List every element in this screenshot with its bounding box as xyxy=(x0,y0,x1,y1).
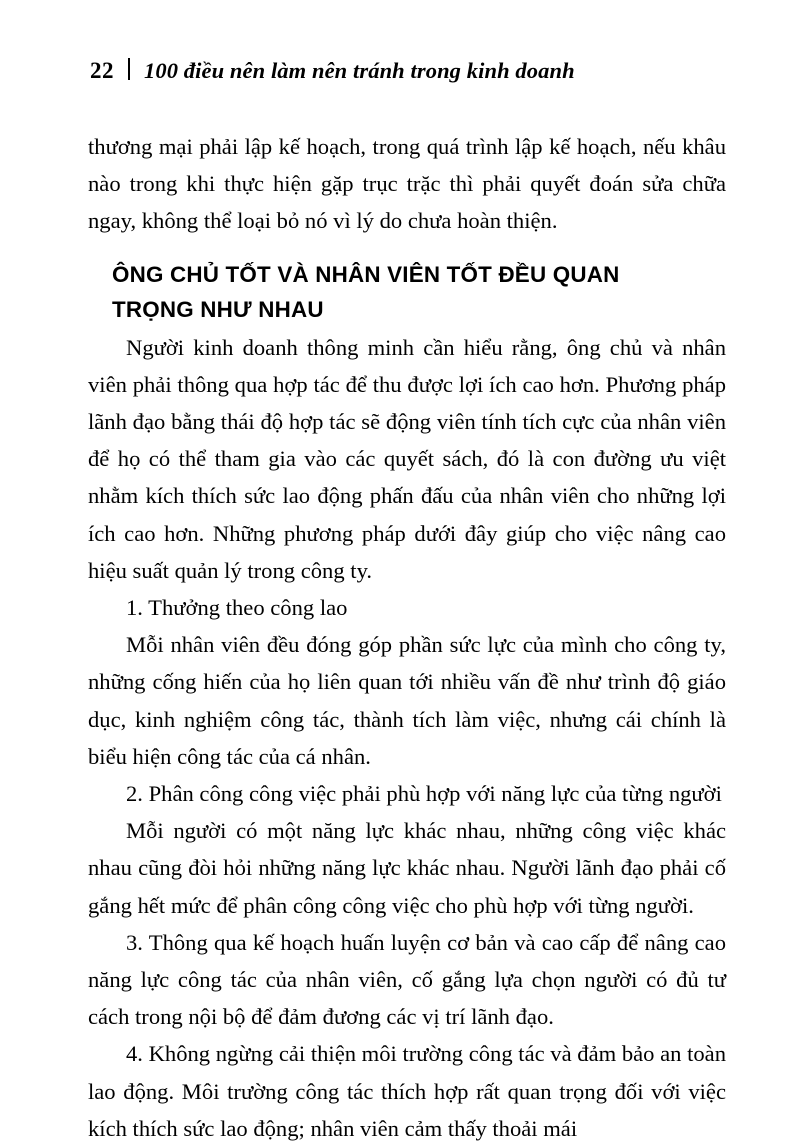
page-number: 22 xyxy=(90,58,114,83)
section-heading xyxy=(88,257,726,327)
item-2-body: Mỗi người có một năng lực khác nhau, những công việc khác nhau cũng đòi hỏi những năng lực khác nhau. Người lãnh đạo phải cố gắng hết mức để phân công công việc cho phù hợp với từng người. xyxy=(88,818,726,918)
section-heading-line-2: TRỌNG NHƯ NHAU xyxy=(112,296,324,322)
item-3: 3. Thông qua kế hoạch huấn luyện cơ bản và cao cấp để nâng cao năng lực công tác của nhân viên, cố gắng lựa chọn người có đủ tư cách trong nội bộ để đảm đương các vị trí lãnh đạo. xyxy=(88,929,726,1030)
opening-paragraph: thương mại phải lập kế hoạch, trong quá trình lập kế hoạch, nếu khâu nào trong khi thực hiện gặp trục trặc thì phải quyết đoán sửa chữa ngay, không thể loại bỏ nó vì lý do chưa hoàn thiện. xyxy=(88,134,726,234)
item-1-body: Mỗi nhân viên đều đóng góp phần sức lực của mình cho công ty, những cống hiến của họ liên quan tới nhiều vấn đề như trình độ giáo dục, kinh nghiệm công tác, thành tích làm việc, nhưng cái chính là biểu hiện công tác của cá nhân. xyxy=(88,632,726,769)
header-divider xyxy=(128,58,130,80)
item-1-title: 1. Thưởng theo công lao xyxy=(126,595,348,621)
item-4: 4. Không ngừng cải thiện môi trường công tác và đảm bảo an toàn lao động. Môi trường công tác thích hợp rất quan trọng đối với việc kích thích sức lao động; nhân viên cảm thấy thoải mái xyxy=(88,1041,726,1141)
running-title: 100 điều nên làm nên tránh trong kinh doanh xyxy=(144,58,575,83)
page-body xyxy=(88,128,726,1147)
intro-paragraph: Người kinh doanh thông minh cần hiểu rằng, ông chủ và nhân viên phải thông qua hợp tác để thu được lợi ích cao hơn. Phương pháp lãnh đạo bằng thái độ hợp tác sẽ động viên tính tích cực của nhân viên để họ có thể tham gia vào các quyết sách, đó là con đường ưu việt nhằm kích thích sức lao động phấn đấu của nhân viên cho những lợi ích cao hơn. Những phương pháp dưới đây giúp cho việc nâng cao hiệu suất quản lý trong công ty. xyxy=(88,334,726,583)
section-heading-line-1: ÔNG CHỦ TỐT VÀ NHÂN VIÊN TỐT ĐỀU QUAN xyxy=(112,261,620,287)
item-2-title: 2. Phân công công việc phải phù hợp với năng lực của từng người xyxy=(126,781,722,807)
page-header xyxy=(88,56,726,84)
